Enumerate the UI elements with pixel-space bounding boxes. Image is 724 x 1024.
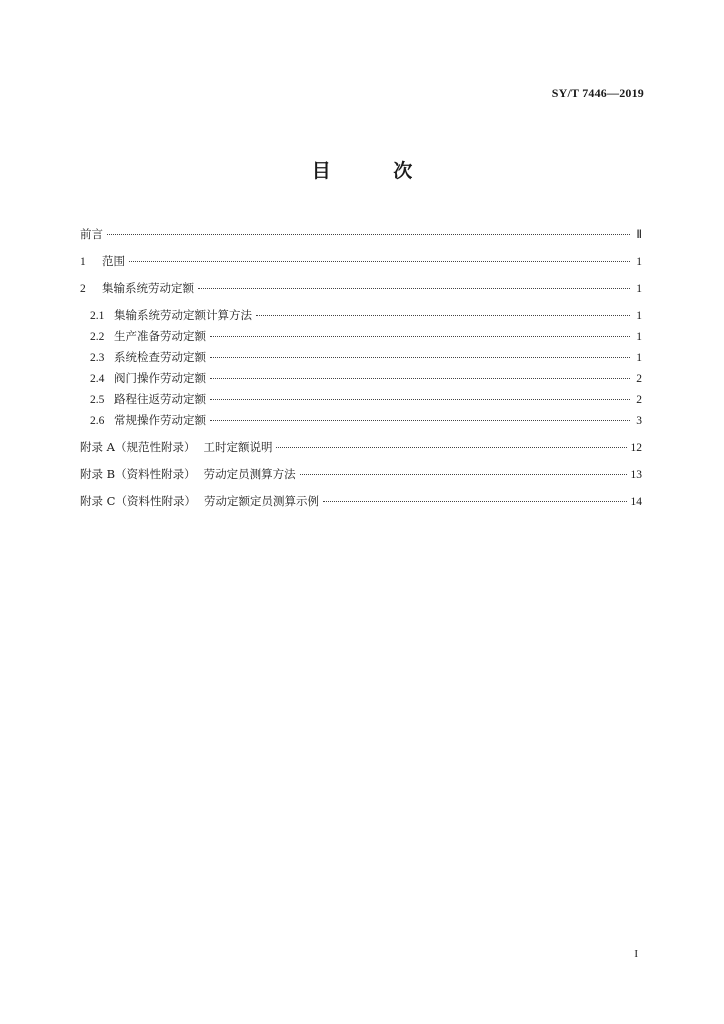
toc-label: 系统检查劳动定额 [114,350,206,364]
footer-page-number: I [634,948,638,960]
dot-leader [210,357,630,358]
dot-leader [323,501,627,502]
toc-entry-preface[interactable] [80,225,642,244]
dot-leader [210,336,630,337]
dot-leader [210,399,630,400]
toc-label: 范围 [102,254,125,268]
toc-page-number: 3 [636,415,642,427]
toc-label: 劳动定员测算方法 [203,467,296,481]
toc-page-number: 1 [636,331,642,343]
toc-page-number: Ⅱ [636,229,642,241]
dot-leader [210,420,630,421]
dot-leader [300,474,627,475]
dot-leader [129,261,630,262]
toc-page-number: 1 [636,283,642,295]
toc-section-number: 2 [80,283,86,295]
toc-label: 集输系统劳动定额计算方法 [114,308,252,322]
toc-page-number: 1 [636,256,642,268]
table-of-contents [80,225,642,519]
toc-entry-2-2[interactable] [80,327,642,346]
toc-entry-appendix-c[interactable] [80,492,642,511]
toc-label: 阀门操作劳动定额 [114,371,206,385]
toc-entry-2-6[interactable] [80,411,642,430]
toc-page-number: 2 [636,373,642,385]
toc-entry-2-3[interactable] [80,348,642,367]
toc-section-number: 2.3 [90,352,105,364]
page-title: 目 次 [311,160,441,182]
dot-leader [256,315,630,316]
dot-leader [198,288,630,289]
toc-page-number: 12 [630,442,642,454]
toc-label: 前言 [80,227,103,241]
toc-section-number: 2.6 [90,415,105,427]
toc-page-number: 2 [636,394,642,406]
dot-leader [276,447,626,448]
toc-section-number: 2.1 [90,310,105,322]
toc-page-number: 1 [636,352,642,364]
toc-section-number: 2.5 [90,394,105,406]
toc-page-number: 1 [636,310,642,322]
appendix-prefix: 附录 A（规范性附录） [80,440,196,454]
toc-label: 劳动定额定员测算示例 [203,494,319,508]
toc-section-number: 2.4 [90,373,105,385]
toc-label: 路程往返劳动定额 [114,392,206,406]
toc-label: 生产准备劳动定额 [114,329,206,343]
toc-label: 工时定额说明 [203,440,273,454]
toc-label: 常规操作劳动定额 [114,413,206,427]
dot-leader [210,378,630,379]
toc-section-number: 2.2 [90,331,105,343]
toc-entry-appendix-b[interactable] [80,465,642,484]
appendix-prefix: 附录 C（资料性附录） [80,494,196,508]
toc-section-number: 1 [80,256,86,268]
toc-page-number: 14 [630,496,642,508]
toc-entry-2-1[interactable] [80,306,642,325]
dot-leader [107,234,630,235]
toc-entry-section-2[interactable] [80,279,642,298]
toc-entry-section-1[interactable] [80,252,642,271]
appendix-prefix: 附录 B（资料性附录） [80,467,196,481]
toc-label: 集输系统劳动定额 [102,281,194,295]
standard-code: SY/T 7446—2019 [551,86,644,100]
toc-entry-appendix-a[interactable] [80,438,642,457]
toc-entry-2-4[interactable] [80,369,642,388]
toc-page-number: 13 [630,469,642,481]
toc-entry-2-5[interactable] [80,390,642,409]
